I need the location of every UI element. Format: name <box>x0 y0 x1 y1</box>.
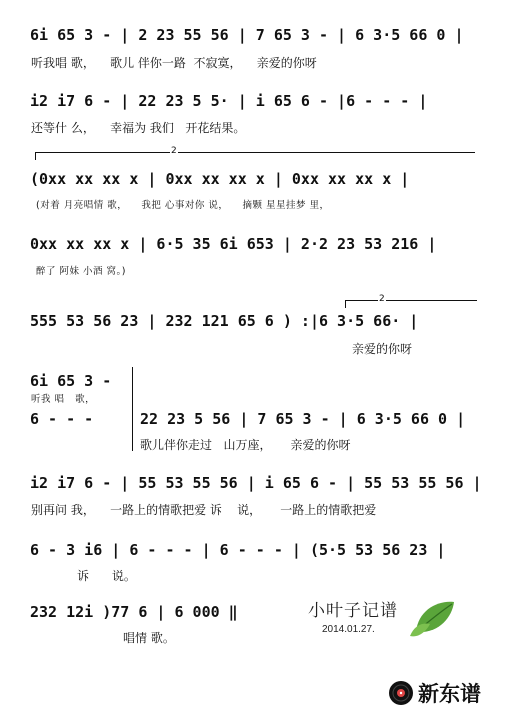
score-line-2-lyrics: 还等什 么， 幸福为 我们 开花结果。 <box>31 121 246 135</box>
transcription-date: 2014.01.27. <box>322 624 375 635</box>
score-line-8-lyrics: 别再问 我， 一路上的情歌把爱 诉 说， 一路上的情歌把爱 <box>31 503 377 517</box>
score-line-7-lyrics: 歌儿伴你走过 山万座， 亲爱的你呀 <box>140 438 351 452</box>
score-line-5-notes: 555 53 56 23 | 232 121 65 6 ) :|6 3·5 66· | <box>30 312 419 330</box>
transcriber-signature: 小叶子记谱 <box>308 601 398 621</box>
score-line-10-lyrics: 唱情 歌。 <box>123 631 175 645</box>
score-line-8-notes: i2 i7 6 - | 55 53 55 56 | i 65 6 - | 55 53 55 56 | <box>30 474 482 492</box>
score-line-5-lyrics: 亲爱的你呀 <box>352 342 413 356</box>
vinyl-record-icon <box>388 680 414 706</box>
repeat-bracket-2 <box>345 294 477 304</box>
score-line-4-notes: 0xx xx xx x | 6·5 35 6i 653 | 2·2 23 53 216 | <box>30 235 437 253</box>
tea-leaf-icon <box>408 596 458 640</box>
score-line-3-lyrics: (对着 月亮唱情 歌， 我把 心事对你 说， 摘颗 星星挂梦 里， <box>36 200 330 211</box>
score-line-1-lyrics: 听我唱 歌， 歌儿 伴你一路 不寂寞， 亲爱的你呀 <box>31 56 317 70</box>
score-line-6a-notes: 6i 65 3 - <box>30 372 112 390</box>
score-line-7-notes: 22 23 5 56 | 7 65 3 - | 6 3·5 66 0 | <box>140 410 466 428</box>
volta-divider <box>132 367 133 451</box>
score-line-6a-lyrics: 听我 唱 歌， <box>31 394 96 405</box>
bracket-tick <box>35 152 36 160</box>
repeat-bracket-1 <box>35 146 475 156</box>
score-line-9-lyrics: 诉 说。 <box>77 569 136 583</box>
score-line-6b-notes: 6 - - - <box>30 410 94 428</box>
score-line-3-notes: (0xx xx xx x | 0xx xx xx x | 0xx xx xx x | <box>30 170 410 188</box>
watermark-text: 新东谱 <box>418 682 481 706</box>
bracket-label: 2 <box>379 294 385 304</box>
score-line-1-notes: 6i 65 3 - | 2 23 55 56 | 7 65 3 - | 6 3·5 66 0 | <box>30 26 464 44</box>
bracket-tick <box>345 300 346 308</box>
score-line-2-notes: i2 i7 6 - | 22 23 5 5· | i 65 6 - |6 - - - | <box>30 92 428 110</box>
site-watermark <box>388 678 481 708</box>
score-line-9-notes: 6 - 3 i6 | 6 - - - | 6 - - - | (5·5 53 56 23 | <box>30 541 446 559</box>
score-line-4-lyrics: 醉了 阿妹 小酒 窝。) <box>36 266 127 277</box>
bracket-label: 2 <box>171 146 177 156</box>
score-line-10-notes: 232 12i )77 6 | 6 000 ‖ <box>30 603 238 621</box>
